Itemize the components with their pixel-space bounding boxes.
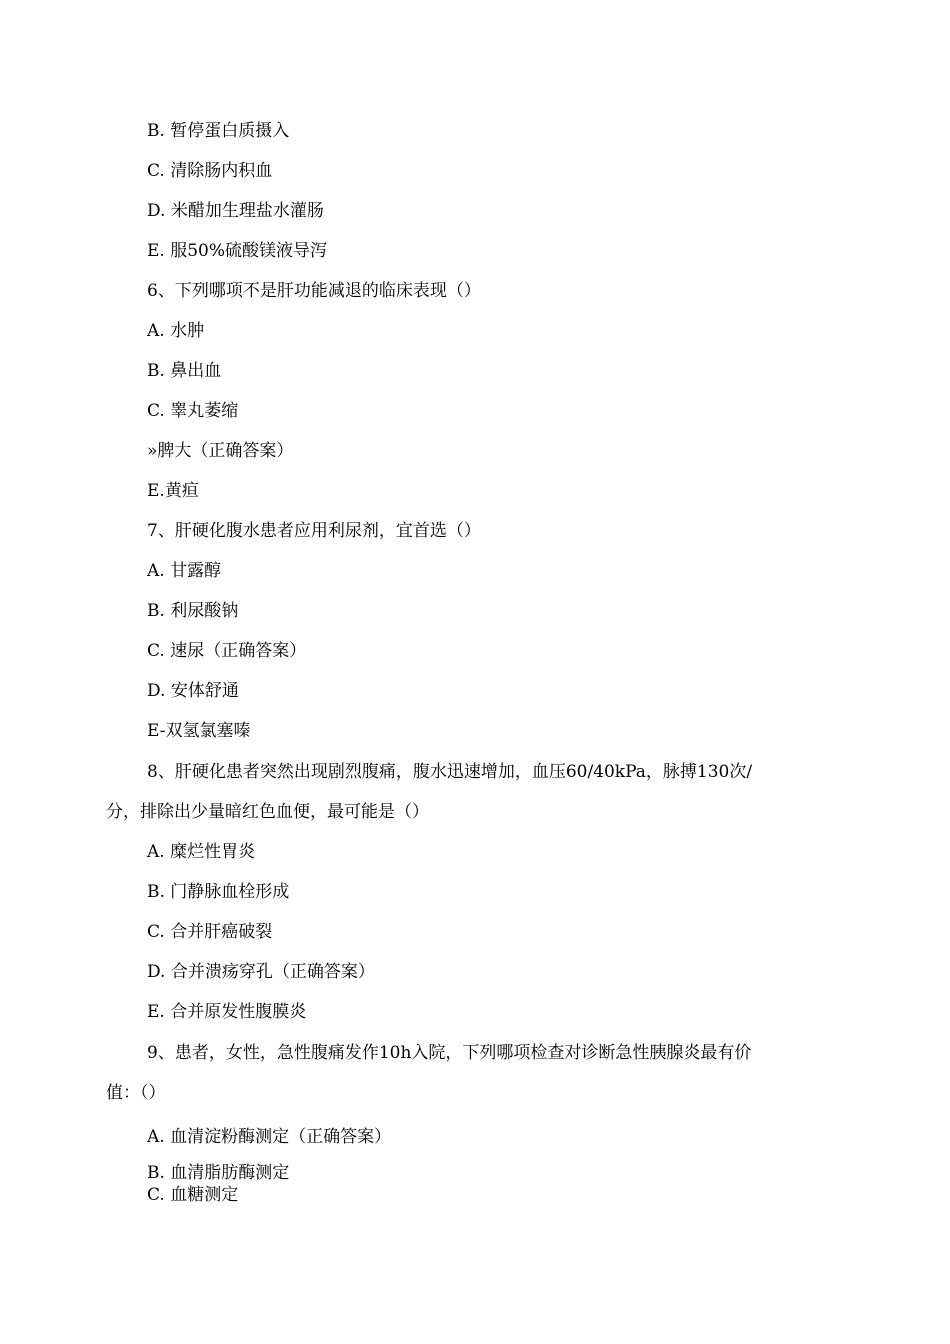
question-8-option-d: D. 合并溃疡穿孔（正确答案）	[147, 962, 375, 982]
question-9-option-b: B. 血清脂肪酶测定	[147, 1163, 290, 1183]
question-8-line-1: 8、肝硬化患者突然出现剧烈腹痛，腹水迅速增加，血压60/40kPa，脉搏130次/	[147, 762, 753, 782]
question-6-option-a: A. 水肿	[147, 321, 205, 341]
question-9-line-2: 值：（）	[106, 1083, 166, 1103]
question-8-line-2: 分，排除出少量暗红色血便，最可能是（）	[106, 802, 429, 822]
question-7-option-a: A. 甘露醇	[147, 561, 222, 581]
question-7-option-c: C. 速尿（正确答案）	[147, 641, 307, 661]
question-6-option-b: B. 鼻出血	[147, 361, 222, 381]
question-6-option-d: »脾大（正确答案）	[147, 441, 294, 461]
question-8-option-a: A. 糜烂性胃炎	[147, 842, 256, 862]
question-9-option-a: A. 血清淀粉酶测定（正确答案）	[147, 1127, 392, 1147]
question-9-line-1: 9、患者，女性，急性腹痛发作10h入院，下列哪项检查对诊断急性胰腺炎最有价	[147, 1043, 752, 1063]
question-7: 7、肝硬化腹水患者应用利尿剂，宜首选（）	[147, 521, 481, 541]
question-8-option-e: E. 合并原发性腹膜炎	[147, 1002, 307, 1022]
question-6-option-e: E.黄疸	[147, 481, 199, 501]
question-7-option-b: B. 利尿酸钠	[147, 601, 239, 621]
question-8-option-c: C. 合并肝癌破裂	[147, 922, 273, 942]
question-7-option-e: E-双氢氯塞嗪	[147, 721, 251, 741]
option-e-text: E. 服50%硫酸镁液导泻	[147, 241, 328, 261]
question-6: 6、下列哪项不是肝功能减退的临床表现（）	[147, 281, 481, 301]
question-9-option-c: C. 血糖测定	[147, 1185, 239, 1205]
question-8-option-b: B. 门静脉血栓形成	[147, 882, 290, 902]
question-7-option-d: D. 安体舒通	[147, 681, 239, 701]
question-6-option-c: C. 睾丸萎缩	[147, 401, 239, 421]
option-c-text: C. 清除肠内积血	[147, 161, 273, 181]
option-b-text: B. 暂停蛋白质摄入	[147, 121, 290, 141]
option-d-text: D. 米醋加生理盐水灌肠	[147, 201, 324, 221]
